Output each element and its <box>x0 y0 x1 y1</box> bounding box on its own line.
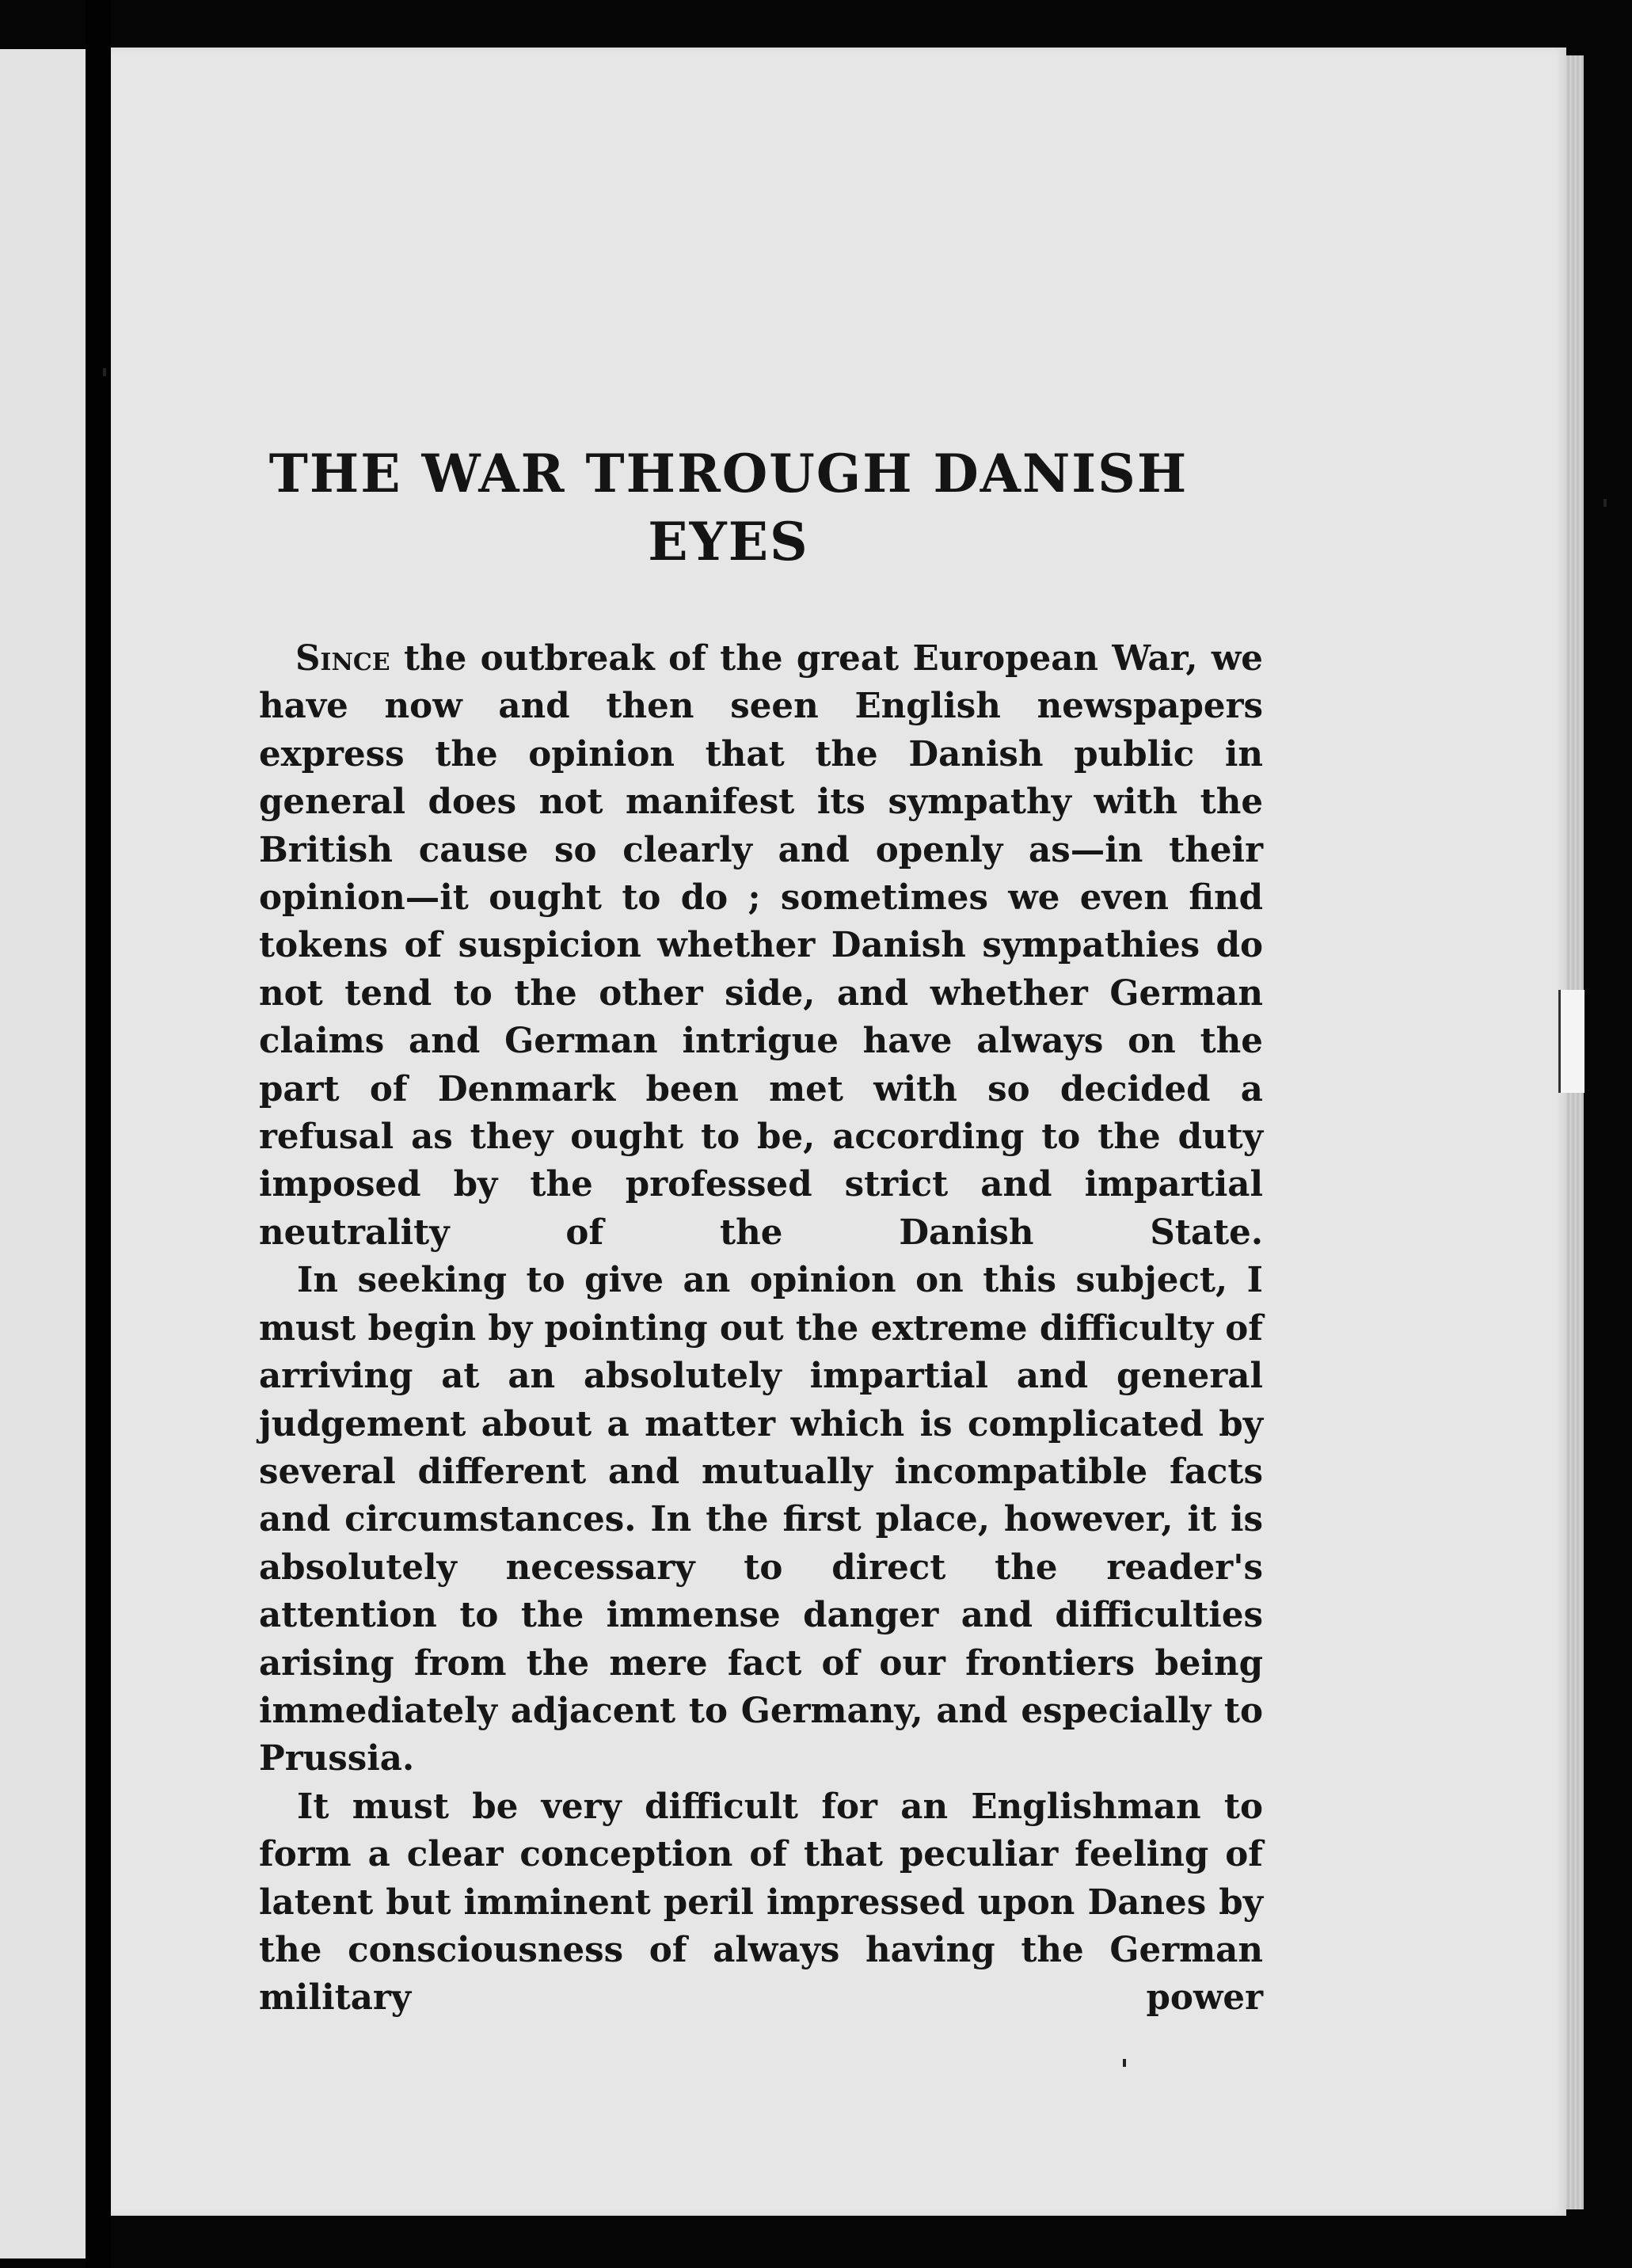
chapter-title-line-1: THE WAR THROUGH DANISH <box>268 443 1189 504</box>
scan-speck <box>103 368 106 376</box>
previous-page-edge <box>0 49 86 2258</box>
scan-speck <box>1603 499 1607 507</box>
chapter-title <box>230 440 1227 576</box>
body-text <box>259 635 1263 2023</box>
chapter-title-line-2: EYES <box>648 511 809 573</box>
page-stack-edge <box>1566 55 1584 2209</box>
paragraph-1-text: the outbreak of the great European War, we have now and then seen English newspapers express the opinion that the Danish public in general does not manifest its sympathy with the British cause so clearly and openly as—in their opinion—it ought to do ; sometimes we even find tokens of suspicion whether Danish sympathies do not tend to the other side, and whether German claims and German intrigue have always on the part of Denmark been met with so decided a refusal as they ought to be, according to the duty imposed by the professed strict and impartial neutrality of the Danish State. <box>259 638 1263 1253</box>
paragraph-1-lead-word: Since <box>295 638 390 679</box>
scan-speck <box>1123 2059 1126 2067</box>
paragraph-3: It must be very difficult for an Englishman to form a clear conception of that peculiar feeling of latent but imminent peril impressed upon Danes by the consciousness of always having the German military power <box>259 1786 1263 2019</box>
paragraph-2: In seeking to give an opinion on this subject, I must begin by pointing out the extreme difficulty of arriving at an absolutely impartial and general judgement about a matter which is complicated by several different and mutually incompatible facts and circumstances. In the first place, however, it is absolutely necessary to direct the reader's attention to the immense danger and difficulties arising from the mere fact of our frontiers being immediately adjacent to Germany, and especially to Prussia. <box>259 1260 1263 1779</box>
paper-tab-mark <box>1558 990 1584 1093</box>
book-gutter <box>86 0 111 2268</box>
paragraph-1 <box>259 635 1263 1257</box>
